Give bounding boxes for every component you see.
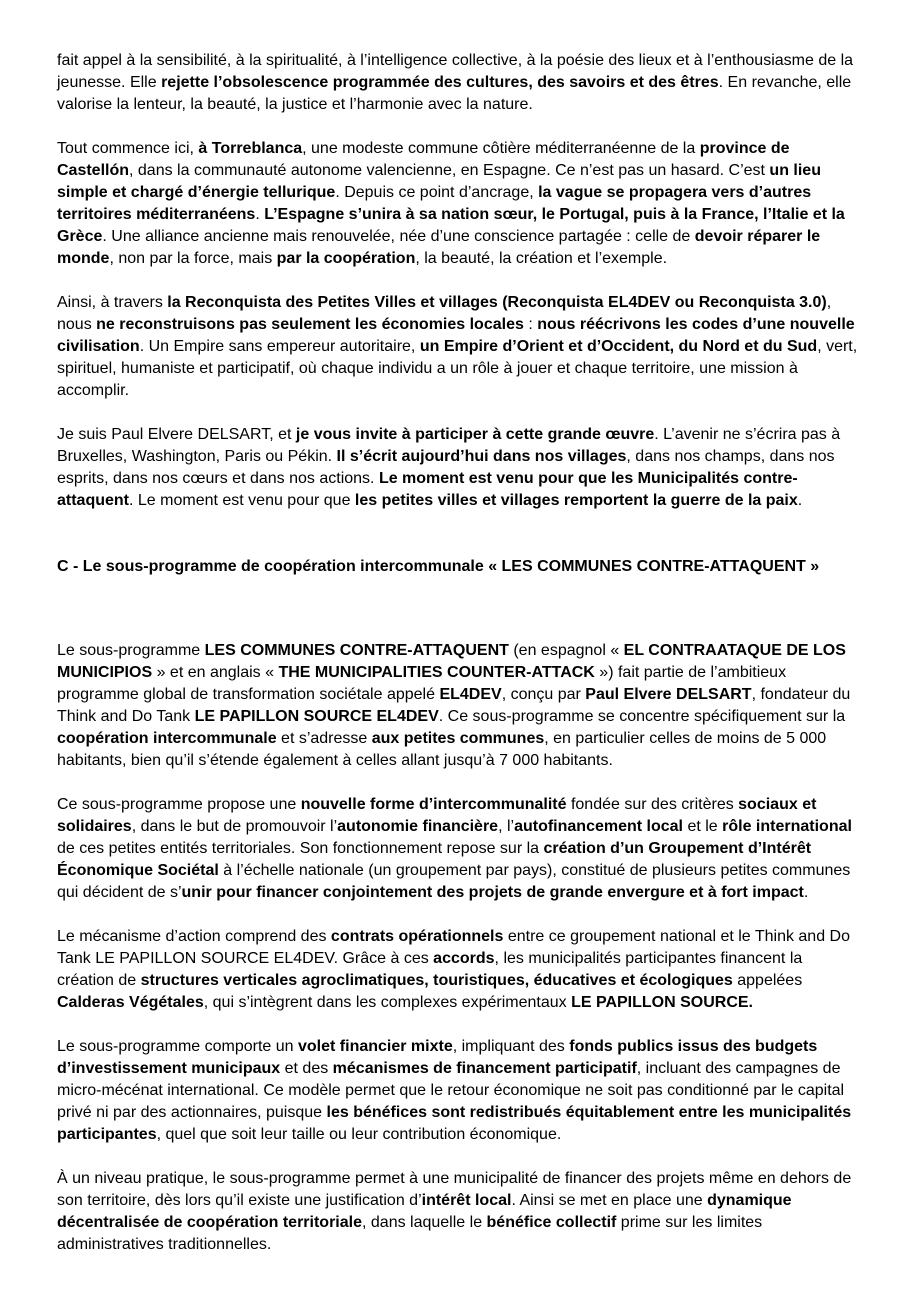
section-heading: C - Le sous-programme de coopération intercommunale « LES COMMUNES CONTRE-ATTAQUENT »	[57, 558, 820, 575]
paragraph-invitation: Je suis Paul Elvere DELSART, et je vous invite à participer à cette grande œuvre. L’avenir ne s’écrira pas à Bruxelles, Washington, Paris ou Pékin. Il s’écrit aujourd’hui dans nos villages, dans nos champs, dans nos esprits, dans nos cœurs et dans nos actions. Le moment est venu pour que les Municipalités contre-attaquent. Le moment est venu pour que les petites villes et villages remportent la guerre de la paix.	[57, 426, 841, 509]
paragraph-reconquista: Ainsi, à travers la Reconquista des Petites Villes et villages (Reconquista EL4DEV ou Reconquista 3.0), nous ne reconstruisons pas seulement les économies locales : nous réécrivons les codes d’une nouvelle civilisation. Un Empire sans empereur autoritaire, un Empire d’Orient et d’Occident, du Nord et du Sud, vert, spirituel, humaniste et participatif, où chaque individu a un rôle à jouer et chaque territoire, une mission à accomplir.	[57, 294, 858, 399]
paragraph-mecanisme: Le mécanisme d’action comprend des contrats opérationnels entre ce groupement national et le Think and Do Tank LE PAPILLON SOURCE EL4DEV. Grâce à ces accords, les municipalités participantes financent la création de structures verticales agroclimatiques, touristiques, éducatives et écologiques appelées Calderas Végétales, qui s’intègrent dans les complexes expérimentaux LE PAPILLON SOURCE.	[57, 928, 850, 1011]
paragraph-intercommunalite: Ce sous-programme propose une nouvelle forme d’intercommunalité fondée sur des critères sociaux et solidaires, dans le but de promouvoir l’autonomie financière, l’autofinancement local et le rôle international de ces petites entités territoriales. Son fonctionnement repose sur la création d’un Groupement d’Intérêt Économique Sociétal à l’échelle nationale (un groupement par pays), constitué de plusieurs petites communes qui décident de s’unir pour financer conjointement des projets de grande envergure et à fort impact.	[57, 796, 852, 901]
paragraph-niveau-pratique: À un niveau pratique, le sous-programme permet à une municipalité de financer des projets même en dehors de son territoire, dès lors qu’il existe une justification d’intérêt local. Ainsi se met en place une dynamique décentralisée de coopération territoriale, dans laquelle le bénéfice collectif prime sur les limites administratives traditionnelles.	[57, 1170, 852, 1253]
paragraph-torreblanca: Tout commence ici, à Torreblanca, une modeste commune côtière méditerranéenne de la province de Castellón, dans la communauté autonome valencienne, en Espagne. Ce n’est pas un hasard. C’est un lieu simple et chargé d’énergie tellurique. Depuis ce point d’ancrage, la vague se propagera vers d’autres territoires méditerranéens. L’Espagne s’unira à sa nation sœur, le Portugal, puis à la France, l’Italie et la Grèce. Une alliance ancienne mais renouvelée, née d’une conscience partagée : celle de devoir réparer le monde, non par la force, mais par la coopération, la beauté, la création et l’exemple.	[57, 140, 845, 267]
paragraph-subprogram-intro: Le sous-programme LES COMMUNES CONTRE-ATTAQUENT (en espagnol « EL CONTRAATAQUE DE LOS MUNICIPIOS » et en anglais « THE MUNICIPALITIES COUNTER-ATTACK ») fait partie de l’ambitieux programme global de transformation sociétale appelé EL4DEV, conçu par Paul Elvere DELSART, fondateur du Think and Do Tank LE PAPILLON SOURCE EL4DEV. Ce sous-programme se concentre spécifiquement sur la coopération intercommunale et s’adresse aux petites communes, en particulier celles de moins de 5 000 habitants, bien qu’il s’étende également à celles allant jusqu’à 7 000 habitants.	[57, 642, 851, 769]
paragraph-continuation: fait appel à la sensibilité, à la spiritualité, à l’intelligence collective, à la poésie des lieux et à l’enthousiasme de la jeunesse. Elle rejette l’obsolescence programmée des cultures, des savoirs et des êtres. En revanche, elle valorise la lenteur, la beauté, la justice et l’harmonie avec la nature.	[57, 52, 854, 113]
paragraph-volet-financier: Le sous-programme comporte un volet financier mixte, impliquant des fonds publics issus des budgets d’investissement municipaux et des mécanismes de financement participatif, incluant des campagnes de micro-mécénat international. Ce modèle permet que le retour économique ne soit pas conditionné par le capital privé ni par des actionnaires, puisque les bénéfices sont redistribués équitablement entre les municipalités participantes, quel que soit leur taille ou leur contribution économique.	[57, 1038, 852, 1143]
